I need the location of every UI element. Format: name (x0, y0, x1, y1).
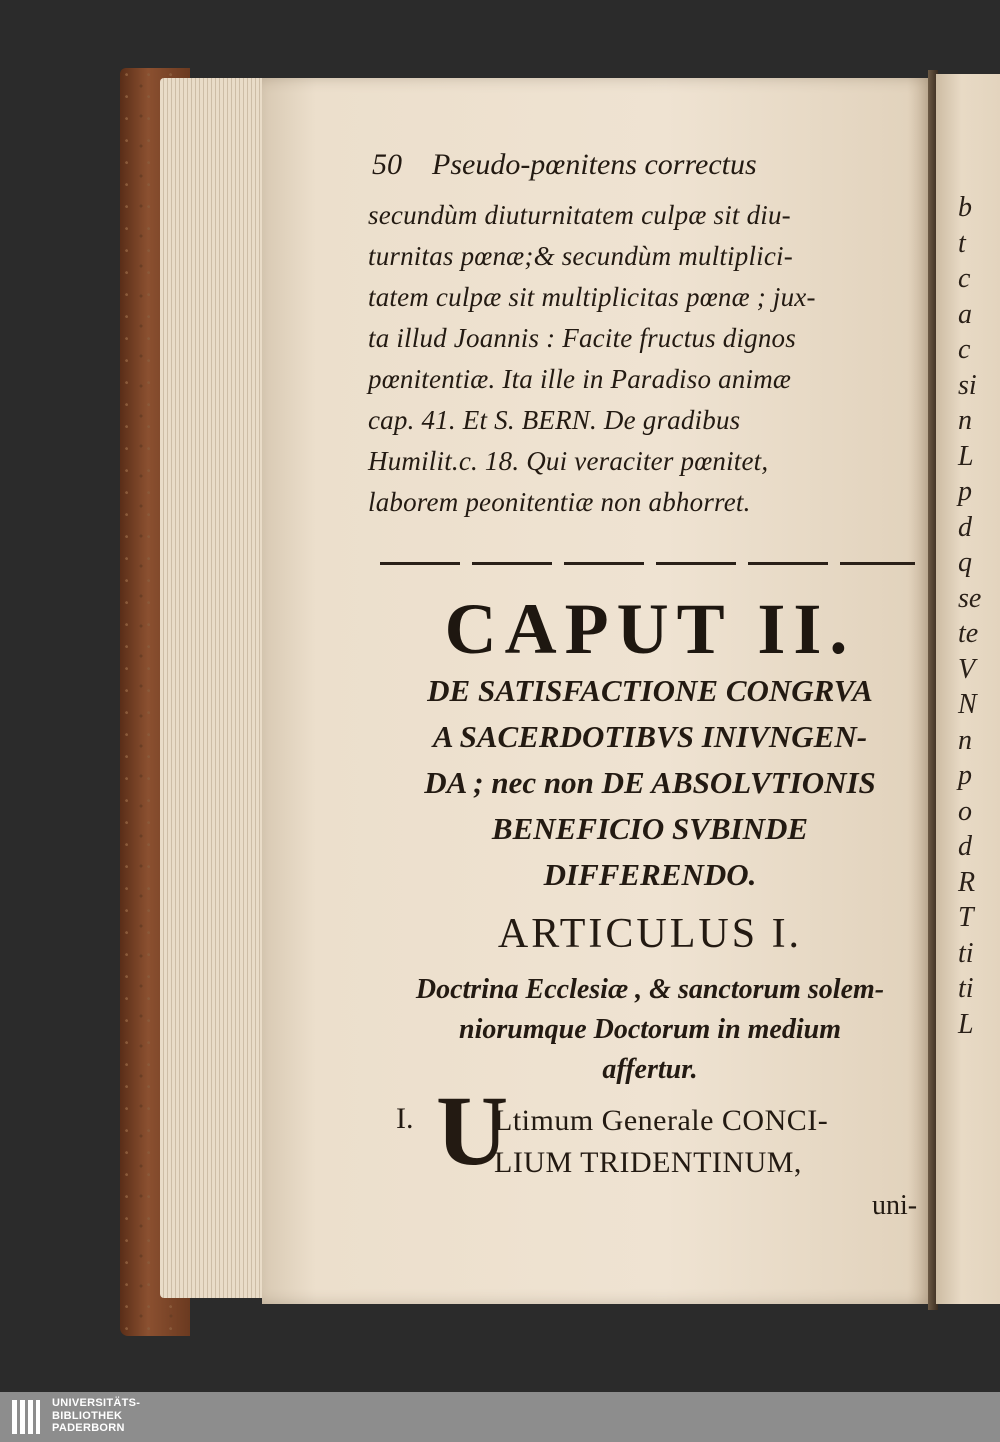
subtitle-line: A SACERDOTIBVS INIVNGEN- (432, 719, 868, 754)
article-summary (372, 970, 928, 1090)
body-line: Humilit.c. 18. Qui veraciter pœnitet, (368, 446, 769, 476)
right-page-fragment: N (958, 689, 977, 720)
body-line: laborem peonitentiæ non abhorret. (368, 487, 751, 517)
body-line: secundùm diuturnitatem culpæ sit diu- (368, 200, 791, 230)
right-page-fragment: q (958, 547, 972, 578)
library-name-line: PADERBORN (52, 1422, 125, 1434)
right-page-fragment: n (958, 724, 972, 756)
right-page-fragment: L (958, 440, 974, 472)
catchword: uni- (872, 1190, 918, 1221)
body-line: ta illud Joannis : Facite fructus dignos (368, 323, 796, 353)
summary-line: Doctrina Ecclesiæ , & sanctorum solem- (415, 974, 885, 1005)
library-name-line: BIBLIOTHEK (52, 1409, 123, 1422)
body-line: cap. 41. Et S. BERN. De gradibus (368, 405, 741, 435)
library-name-line: UNIVERSITÄTS- (52, 1397, 141, 1409)
right-page-fragment: o (958, 795, 972, 827)
body-line: tatem culpæ sit multiplicitas pœnæ ; jux- (368, 282, 816, 312)
body-text (368, 195, 924, 523)
running-head: Pseudo-pœnitens correctus (432, 148, 757, 181)
subtitle-line: BENEFICIO SVBINDE (491, 811, 809, 846)
right-page-fragment: c (958, 334, 971, 365)
subtitle-line: DIFFERENDO. (543, 857, 757, 892)
right-page-fragments (958, 190, 1000, 1042)
right-page-fragment: t (958, 227, 966, 259)
right-page-fragment: ti (958, 937, 974, 969)
right-page-fragment: R (958, 866, 976, 898)
summary-line: niorumque Doctorum in medium (459, 1014, 841, 1045)
right-page-fragment: ti (958, 973, 974, 1004)
right-page-fragment: p (958, 760, 972, 791)
footer-bar (0, 1392, 1000, 1442)
paragraph-line: LIUM TRIDENTINUM, (494, 1146, 802, 1179)
subtitle-line: DE SATISFACTIONE CONGRVA (427, 673, 873, 708)
chapter-subtitle (372, 668, 928, 898)
right-page-fragment: b (958, 192, 972, 223)
right-page-fragment: L (958, 1008, 974, 1040)
summary-line: affertur. (602, 1054, 698, 1085)
library-logo-icon (10, 1398, 42, 1436)
right-page-fragment: V (958, 653, 976, 685)
article-title: ARTICULUS I. (497, 911, 803, 957)
running-header (372, 148, 842, 182)
library-name (52, 1397, 140, 1435)
right-page-fragment: d (958, 511, 972, 543)
page-number: 50 (372, 148, 402, 181)
right-page-fragment: T (958, 902, 974, 933)
right-page-fragment: a (958, 298, 972, 330)
body-line: turnitas pœnæ;& secundùm multiplici- (368, 241, 793, 271)
subtitle-line: DA ; nec non DE ABSOLVTIONIS (424, 765, 876, 800)
drop-cap: U (436, 1075, 509, 1186)
right-page-fragment: si (958, 369, 977, 401)
right-page-fragment: p (958, 476, 972, 507)
ornamental-rule (380, 562, 915, 565)
right-page-fragment: c (958, 263, 971, 294)
paragraph-line: Ltimum Generale CONCI- (494, 1104, 829, 1137)
right-page-fragment: se (958, 582, 982, 614)
chapter-title: CAPUT II. (444, 589, 856, 669)
right-page-fragment: d (958, 831, 972, 862)
right-page-fragment: n (958, 405, 972, 436)
right-page-fragment: te (958, 618, 979, 649)
paragraph-number: I. (396, 1102, 414, 1135)
body-line: pœnitentiæ. Ita ille in Paradiso animæ (368, 364, 792, 394)
